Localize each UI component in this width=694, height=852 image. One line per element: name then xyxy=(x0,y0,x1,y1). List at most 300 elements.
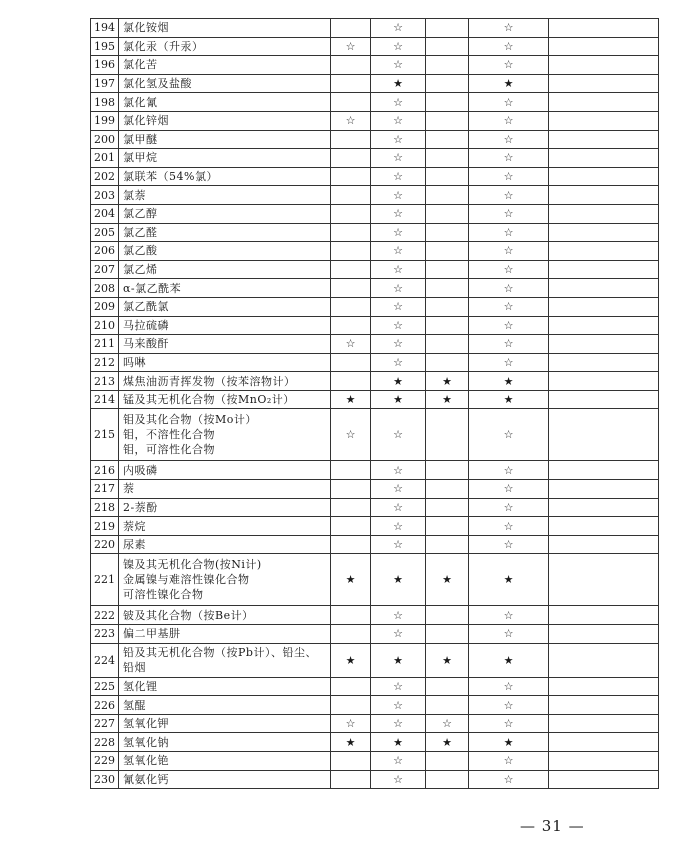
empty-mark-cell xyxy=(426,752,469,771)
filled-star-mark: ★ xyxy=(371,643,426,677)
substance-name-line: 氯化汞（升汞） xyxy=(123,39,204,53)
row-number: 215 xyxy=(91,409,119,461)
substance-name xyxy=(119,480,331,499)
substance-name xyxy=(119,733,331,752)
empty-mark-cell xyxy=(426,770,469,789)
table-row xyxy=(91,696,659,715)
filled-star-mark: ★ xyxy=(426,733,469,752)
empty-mark-cell xyxy=(331,223,371,242)
empty-mark-cell xyxy=(549,279,659,298)
empty-mark-cell xyxy=(331,517,371,536)
outline-star-mark: ☆ xyxy=(469,461,549,480)
outline-star-mark: ☆ xyxy=(469,625,549,644)
filled-star-mark: ★ xyxy=(426,554,469,606)
empty-mark-cell xyxy=(426,279,469,298)
substance-name xyxy=(119,316,331,335)
table-row xyxy=(91,56,659,75)
empty-mark-cell xyxy=(426,316,469,335)
outline-star-mark: ☆ xyxy=(371,242,426,261)
outline-star-mark: ☆ xyxy=(469,770,549,789)
substance-name xyxy=(119,517,331,536)
substance-name-line: 镍及其无机化合物(按Ni计) xyxy=(123,558,262,572)
empty-mark-cell xyxy=(426,353,469,372)
row-number: 217 xyxy=(91,480,119,499)
table-row xyxy=(91,625,659,644)
table-row xyxy=(91,480,659,499)
table-row xyxy=(91,19,659,38)
substance-name xyxy=(119,606,331,625)
outline-star-mark: ☆ xyxy=(331,335,371,354)
outline-star-mark: ☆ xyxy=(469,242,549,261)
empty-mark-cell xyxy=(549,353,659,372)
substance-name-line: 内吸磷 xyxy=(123,463,158,477)
outline-star-mark: ☆ xyxy=(469,149,549,168)
filled-star-mark: ★ xyxy=(371,554,426,606)
outline-star-mark: ☆ xyxy=(371,260,426,279)
outline-star-mark: ☆ xyxy=(331,409,371,461)
outline-star-mark: ☆ xyxy=(469,111,549,130)
substance-table xyxy=(90,18,659,789)
empty-mark-cell xyxy=(331,279,371,298)
substance-name xyxy=(119,223,331,242)
row-number: 206 xyxy=(91,242,119,261)
table-row xyxy=(91,167,659,186)
filled-star-mark: ★ xyxy=(331,390,371,409)
outline-star-mark: ☆ xyxy=(469,19,549,38)
row-number: 195 xyxy=(91,37,119,56)
substance-name xyxy=(119,461,331,480)
empty-mark-cell xyxy=(549,111,659,130)
empty-mark-cell xyxy=(549,770,659,789)
outline-star-mark: ☆ xyxy=(331,37,371,56)
row-number: 203 xyxy=(91,186,119,205)
outline-star-mark: ☆ xyxy=(469,752,549,771)
empty-mark-cell xyxy=(549,149,659,168)
substance-name-line: 氢化锂 xyxy=(123,679,158,693)
outline-star-mark: ☆ xyxy=(469,186,549,205)
empty-mark-cell xyxy=(426,498,469,517)
substance-name-line: 可溶性镍化合物 xyxy=(123,588,204,602)
row-number: 222 xyxy=(91,606,119,625)
empty-mark-cell xyxy=(426,335,469,354)
substance-name xyxy=(119,535,331,554)
filled-star-mark: ★ xyxy=(469,643,549,677)
outline-star-mark: ☆ xyxy=(469,335,549,354)
empty-mark-cell xyxy=(426,56,469,75)
filled-star-mark: ★ xyxy=(371,390,426,409)
empty-mark-cell xyxy=(331,498,371,517)
substance-name-line: 萘 xyxy=(123,482,135,496)
substance-name xyxy=(119,770,331,789)
empty-mark-cell xyxy=(331,353,371,372)
outline-star-mark: ☆ xyxy=(469,677,549,696)
empty-mark-cell xyxy=(331,93,371,112)
substance-name-line: α-氯乙酰苯 xyxy=(123,281,182,295)
substance-name-line: 马来酸酐 xyxy=(123,337,169,351)
empty-mark-cell xyxy=(331,149,371,168)
outline-star-mark: ☆ xyxy=(371,297,426,316)
row-number: 224 xyxy=(91,643,119,677)
empty-mark-cell xyxy=(331,752,371,771)
table-row xyxy=(91,372,659,391)
substance-name xyxy=(119,677,331,696)
filled-star-mark: ★ xyxy=(469,74,549,93)
row-number: 197 xyxy=(91,74,119,93)
outline-star-mark: ☆ xyxy=(371,316,426,335)
row-number: 223 xyxy=(91,625,119,644)
outline-star-mark: ☆ xyxy=(371,461,426,480)
table-row xyxy=(91,130,659,149)
empty-mark-cell xyxy=(426,167,469,186)
outline-star-mark: ☆ xyxy=(469,316,549,335)
filled-star-mark: ★ xyxy=(331,554,371,606)
empty-mark-cell xyxy=(426,517,469,536)
substance-name xyxy=(119,19,331,38)
filled-star-mark: ★ xyxy=(469,733,549,752)
table-row xyxy=(91,353,659,372)
outline-star-mark: ☆ xyxy=(469,409,549,461)
table-row xyxy=(91,535,659,554)
filled-star-mark: ★ xyxy=(331,733,371,752)
empty-mark-cell xyxy=(331,535,371,554)
substance-name-line: 氯化苦 xyxy=(123,58,158,72)
substance-name xyxy=(119,297,331,316)
empty-mark-cell xyxy=(331,677,371,696)
outline-star-mark: ☆ xyxy=(371,186,426,205)
empty-mark-cell xyxy=(549,535,659,554)
row-number: 226 xyxy=(91,696,119,715)
outline-star-mark: ☆ xyxy=(469,93,549,112)
substance-name xyxy=(119,167,331,186)
outline-star-mark: ☆ xyxy=(371,204,426,223)
substance-name-line: 偏二甲基肼 xyxy=(123,627,181,641)
substance-name-line: 氢氧化钠 xyxy=(123,735,169,749)
empty-mark-cell xyxy=(331,480,371,499)
substance-name-line: 2-萘酚 xyxy=(123,500,158,514)
substance-name xyxy=(119,130,331,149)
row-number: 194 xyxy=(91,19,119,38)
empty-mark-cell xyxy=(549,498,659,517)
row-number: 220 xyxy=(91,535,119,554)
empty-mark-cell xyxy=(549,461,659,480)
empty-mark-cell xyxy=(549,186,659,205)
substance-name xyxy=(119,56,331,75)
row-number: 200 xyxy=(91,130,119,149)
row-number: 202 xyxy=(91,167,119,186)
empty-mark-cell xyxy=(549,643,659,677)
substance-name-line: 氯化锌烟 xyxy=(123,114,169,128)
outline-star-mark: ☆ xyxy=(426,714,469,733)
empty-mark-cell xyxy=(331,770,371,789)
empty-mark-cell xyxy=(426,186,469,205)
substance-name-line: 氯乙酰氯 xyxy=(123,300,169,314)
row-number: 204 xyxy=(91,204,119,223)
outline-star-mark: ☆ xyxy=(371,149,426,168)
outline-star-mark: ☆ xyxy=(371,535,426,554)
empty-mark-cell xyxy=(331,19,371,38)
table-row xyxy=(91,517,659,536)
substance-name-line: 铅烟 xyxy=(123,661,146,675)
row-number: 213 xyxy=(91,372,119,391)
substance-name-line: 氯乙烯 xyxy=(123,263,158,277)
empty-mark-cell xyxy=(549,335,659,354)
row-number: 227 xyxy=(91,714,119,733)
empty-mark-cell xyxy=(331,316,371,335)
table-row xyxy=(91,643,659,677)
empty-mark-cell xyxy=(331,56,371,75)
substance-name xyxy=(119,93,331,112)
row-number: 199 xyxy=(91,111,119,130)
substance-name xyxy=(119,409,331,461)
empty-mark-cell xyxy=(549,297,659,316)
substance-name-line: 铍及其化合物（按Be计） xyxy=(123,608,254,622)
empty-mark-cell xyxy=(549,242,659,261)
outline-star-mark: ☆ xyxy=(469,714,549,733)
empty-mark-cell xyxy=(331,606,371,625)
row-number: 196 xyxy=(91,56,119,75)
substance-name-line: 锰及其无机化合物（按MnO₂计） xyxy=(123,393,295,407)
outline-star-mark: ☆ xyxy=(371,714,426,733)
substance-name-line: 氢醌 xyxy=(123,698,146,712)
empty-mark-cell xyxy=(549,223,659,242)
substance-name xyxy=(119,204,331,223)
outline-star-mark: ☆ xyxy=(371,353,426,372)
filled-star-mark: ★ xyxy=(371,74,426,93)
substance-name xyxy=(119,498,331,517)
filled-star-mark: ★ xyxy=(371,372,426,391)
outline-star-mark: ☆ xyxy=(469,696,549,715)
table-body xyxy=(91,19,659,789)
table-row xyxy=(91,733,659,752)
empty-mark-cell xyxy=(331,461,371,480)
table-row xyxy=(91,554,659,606)
empty-mark-cell xyxy=(549,677,659,696)
outline-star-mark: ☆ xyxy=(371,625,426,644)
substance-name-line: 氯联苯（54%氯） xyxy=(123,170,218,184)
outline-star-mark: ☆ xyxy=(469,297,549,316)
empty-mark-cell xyxy=(426,223,469,242)
row-number: 230 xyxy=(91,770,119,789)
outline-star-mark: ☆ xyxy=(469,260,549,279)
empty-mark-cell xyxy=(549,696,659,715)
substance-name-line: 煤焦油沥青挥发物（按苯溶物计） xyxy=(123,374,296,388)
substance-name-line: 氯化氰 xyxy=(123,95,158,109)
substance-name-line: 尿素 xyxy=(123,538,146,552)
empty-mark-cell xyxy=(426,130,469,149)
outline-star-mark: ☆ xyxy=(371,752,426,771)
outline-star-mark: ☆ xyxy=(371,677,426,696)
empty-mark-cell xyxy=(549,56,659,75)
outline-star-mark: ☆ xyxy=(469,480,549,499)
table-row xyxy=(91,335,659,354)
table-row xyxy=(91,223,659,242)
substance-name xyxy=(119,149,331,168)
table-row xyxy=(91,279,659,298)
substance-name xyxy=(119,643,331,677)
row-number: 208 xyxy=(91,279,119,298)
substance-name-line: 马拉硫磷 xyxy=(123,318,169,332)
filled-star-mark: ★ xyxy=(371,733,426,752)
empty-mark-cell xyxy=(331,204,371,223)
row-number: 228 xyxy=(91,733,119,752)
empty-mark-cell xyxy=(549,316,659,335)
row-number: 225 xyxy=(91,677,119,696)
outline-star-mark: ☆ xyxy=(371,111,426,130)
substance-name xyxy=(119,186,331,205)
substance-name xyxy=(119,554,331,606)
outline-star-mark: ☆ xyxy=(371,335,426,354)
table-row xyxy=(91,677,659,696)
table-row xyxy=(91,752,659,771)
row-number: 216 xyxy=(91,461,119,480)
outline-star-mark: ☆ xyxy=(371,167,426,186)
empty-mark-cell xyxy=(331,260,371,279)
empty-mark-cell xyxy=(549,714,659,733)
row-number: 209 xyxy=(91,297,119,316)
table-row xyxy=(91,461,659,480)
empty-mark-cell xyxy=(549,517,659,536)
table-row xyxy=(91,606,659,625)
empty-mark-cell xyxy=(426,297,469,316)
filled-star-mark: ★ xyxy=(426,390,469,409)
empty-mark-cell xyxy=(331,74,371,93)
empty-mark-cell xyxy=(549,625,659,644)
empty-mark-cell xyxy=(426,260,469,279)
outline-star-mark: ☆ xyxy=(371,696,426,715)
filled-star-mark: ★ xyxy=(469,554,549,606)
empty-mark-cell xyxy=(331,242,371,261)
row-number: 229 xyxy=(91,752,119,771)
table-row xyxy=(91,498,659,517)
empty-mark-cell xyxy=(331,130,371,149)
empty-mark-cell xyxy=(331,696,371,715)
substance-name-line: 氯乙酸 xyxy=(123,244,158,258)
outline-star-mark: ☆ xyxy=(371,279,426,298)
table-row xyxy=(91,149,659,168)
substance-name xyxy=(119,353,331,372)
outline-star-mark: ☆ xyxy=(371,409,426,461)
table-row xyxy=(91,93,659,112)
empty-mark-cell xyxy=(426,696,469,715)
table-row xyxy=(91,409,659,461)
outline-star-mark: ☆ xyxy=(469,353,549,372)
empty-mark-cell xyxy=(426,93,469,112)
empty-mark-cell xyxy=(426,111,469,130)
substance-name-line: 氰氨化钙 xyxy=(123,772,169,786)
substance-name xyxy=(119,242,331,261)
outline-star-mark: ☆ xyxy=(469,498,549,517)
empty-mark-cell xyxy=(331,297,371,316)
row-number: 211 xyxy=(91,335,119,354)
table-row xyxy=(91,204,659,223)
substance-name-line: 氯甲烷 xyxy=(123,151,158,165)
row-number: 212 xyxy=(91,353,119,372)
outline-star-mark: ☆ xyxy=(371,498,426,517)
table-row xyxy=(91,260,659,279)
substance-name-line: 氯萘 xyxy=(123,188,146,202)
row-number: 198 xyxy=(91,93,119,112)
filled-star-mark: ★ xyxy=(331,643,371,677)
substance-name-line: 钼，不溶性化合物 xyxy=(123,428,215,442)
row-number: 210 xyxy=(91,316,119,335)
empty-mark-cell xyxy=(331,625,371,644)
empty-mark-cell xyxy=(426,535,469,554)
substance-name-line: 萘烷 xyxy=(123,519,146,533)
empty-mark-cell xyxy=(426,204,469,223)
empty-mark-cell xyxy=(549,606,659,625)
substance-name xyxy=(119,37,331,56)
table-row xyxy=(91,714,659,733)
table-row xyxy=(91,770,659,789)
table-row xyxy=(91,111,659,130)
empty-mark-cell xyxy=(549,260,659,279)
outline-star-mark: ☆ xyxy=(469,517,549,536)
table-row xyxy=(91,297,659,316)
substance-name-line: 氯乙醇 xyxy=(123,207,158,221)
outline-star-mark: ☆ xyxy=(469,204,549,223)
outline-star-mark: ☆ xyxy=(371,606,426,625)
substance-name-line: 氢氧化钾 xyxy=(123,717,169,731)
table-row xyxy=(91,74,659,93)
row-number: 214 xyxy=(91,390,119,409)
empty-mark-cell xyxy=(549,130,659,149)
empty-mark-cell xyxy=(549,37,659,56)
substance-name-line: 吗啉 xyxy=(123,355,146,369)
row-number: 205 xyxy=(91,223,119,242)
empty-mark-cell xyxy=(426,409,469,461)
empty-mark-cell xyxy=(426,625,469,644)
outline-star-mark: ☆ xyxy=(469,223,549,242)
filled-star-mark: ★ xyxy=(469,372,549,391)
empty-mark-cell xyxy=(549,372,659,391)
substance-name xyxy=(119,279,331,298)
row-number: 201 xyxy=(91,149,119,168)
empty-mark-cell xyxy=(331,167,371,186)
empty-mark-cell xyxy=(426,242,469,261)
empty-mark-cell xyxy=(549,480,659,499)
empty-mark-cell xyxy=(549,554,659,606)
outline-star-mark: ☆ xyxy=(469,535,549,554)
empty-mark-cell xyxy=(426,37,469,56)
empty-mark-cell xyxy=(426,480,469,499)
substance-name-line: 钼及其化合物（按Mo计） xyxy=(123,413,257,427)
filled-star-mark: ★ xyxy=(469,390,549,409)
substance-name xyxy=(119,625,331,644)
substance-name xyxy=(119,335,331,354)
empty-mark-cell xyxy=(549,167,659,186)
page-number: — 31 — xyxy=(520,817,585,835)
empty-mark-cell xyxy=(426,606,469,625)
substance-name-line: 氢氧化铯 xyxy=(123,754,169,768)
outline-star-mark: ☆ xyxy=(331,111,371,130)
row-number: 218 xyxy=(91,498,119,517)
outline-star-mark: ☆ xyxy=(469,279,549,298)
table-row xyxy=(91,242,659,261)
outline-star-mark: ☆ xyxy=(469,130,549,149)
outline-star-mark: ☆ xyxy=(371,93,426,112)
outline-star-mark: ☆ xyxy=(469,167,549,186)
substance-name xyxy=(119,714,331,733)
empty-mark-cell xyxy=(549,204,659,223)
table-row xyxy=(91,186,659,205)
substance-name-line: 氯乙醛 xyxy=(123,225,158,239)
outline-star-mark: ☆ xyxy=(371,223,426,242)
outline-star-mark: ☆ xyxy=(371,517,426,536)
outline-star-mark: ☆ xyxy=(371,480,426,499)
outline-star-mark: ☆ xyxy=(371,56,426,75)
substance-name-line: 氯甲醚 xyxy=(123,132,158,146)
empty-mark-cell xyxy=(426,461,469,480)
